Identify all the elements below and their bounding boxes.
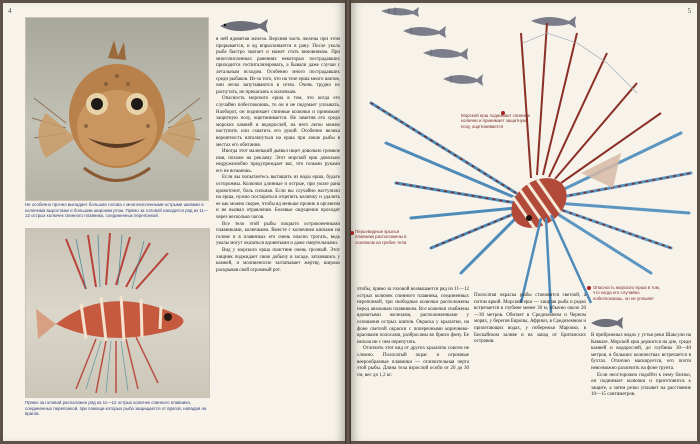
lionfish-illustration	[351, 3, 697, 323]
right-text-column-1	[357, 287, 469, 379]
dorsal-annotation: Морской ерш поднимает спинные колючки и принимает защитную позу, ощетинивается	[461, 113, 531, 129]
right-col3-paragraph-2: Если неосторожно подойти к нему близко, он поднимает колючки и приготовится к защите, а затем резко уплывет на расстояние 10—15 сантиметров.	[591, 372, 691, 398]
tail-marker-dot	[587, 286, 591, 290]
left-text-column	[216, 37, 340, 274]
left-page-number: 4	[8, 7, 12, 15]
scorpionfish-photo	[25, 17, 209, 201]
left-paragraph-3: Иногда этот маленький дьявол ищет довольно громкое имя, похоже на рекламу. Этот морской ерш довольно недружелюбно предупреждает вас, что голыми руками его не возьмешь.	[216, 149, 340, 174]
bottom-photo-caption: Прямо за головой расположен ряд из 11—12 острых колючек спинного плавника, соединенных перепонкой, при помощи которых рыба защищается от врагов, нападая на врагов.	[25, 400, 207, 417]
right-text-column-2	[474, 293, 586, 346]
right-col2-paragraph-1: Полосатая окраска рыбы становится светлой, а потом яркой. Морской ерш — хищная рыба и редко встречается в глубине менее 30 м, обычно около 20—30 метров. Обитает в Средиземном и Черном морях, у берегов Европы, Африки, в Средиземном и прилегающих водах, у побережья Марокко, в Бискайском заливе и на запад от Британских островов.	[474, 293, 586, 345]
right-col1-paragraph-2: Отличить этот вид от других крылаток совсем не сложно. Полосатый окрас и огромные веерообразные плавники — отличительная черта этой рыбы. Длина тела взрослой особи от 20 до 30 см, вес до 1,2 кг.	[357, 346, 469, 378]
left-paragraph-6: Вид у морского ерша поистине очень грозный. Этот хищник поджидает свою добычу в засаде, затаившись у камней, и молниеносно заглатывает жертву, широко раскрывая свой огромный рот.	[216, 248, 340, 273]
top-photo-caption: Не особенно прочно выпадает большая голова с многочисленными острыми шипами и колючими выростами и большим широким ртом. Прямо за головой находится ряд из 11—12 острых колючек спинного плавника, соединенных перепонкой.	[25, 202, 209, 219]
right-page	[351, 3, 697, 441]
right-col1-paragraph-1: чтобы, прямо за головой возвышается ряд из 11—12 острых колючек спинного плавника, соединенных перепонкой, три свободные колючки расположены перед анальным плавником. Все колючки снабжены ядовитыми железами, расположенными у основания острых шипов. Окраска у крылатки, на фоне светлой окраски с поперечными коричнево-красными полосами, разбросаны во брюхо фону. Ее нельзя ни с чем перепутать.	[357, 287, 469, 345]
right-text-column-3	[591, 333, 691, 399]
small-fish-illustration	[216, 15, 270, 37]
lionfish-photo-left	[25, 228, 210, 398]
left-paragraph-5: Все тело этой рыбы покрыто остроконечными плавниками, колючками. Вместе с колючими шипами на голове и в плавниках его очень опасно трогать, ведь уколы могут оказаться ядовитыми и даже смертельными.	[216, 221, 340, 247]
left-paragraph-4: Если вы попытаетесь вытащить из воды ерша, будьте осторожны. Колючки длинные и острые, при уколе рана кровоточит, боль сильная. Если вы случайно наступили на ерша, нужно постараться отцепить колючку и удалить ее как можно скорее, чтобы яд меньше проник в организм и не вызвал отравления. Болевые ощущения проходят через несколько часов.	[216, 175, 340, 221]
tail-annotation: Опасность морского ерша в том, что когда его случайно побеспокоишь, он не уплывет	[593, 285, 660, 301]
left-page	[3, 3, 345, 441]
right-page-number: 5	[687, 7, 691, 15]
left-paragraph-2: Опасность морского ерша в том, что когда его случайно побеспокоишь, то он и не подумает уплывать. Наоборот, он поднимает спинные колючки и принимает защитную позу, ощетинивается. Не заметив его среди морских камней и водорослей, на него легко можно наступить или схватить его рукой. Особенно велика вероятность натолкнуться на ерша при ловле рыбы в местах его обитания.	[216, 96, 340, 148]
small-fish-bottom	[589, 315, 625, 331]
left-paragraph-1: в ней ядовитая железа. Верхняя часть железы при этом прорывается, и яд впрыскивается в рану. После укола рыба быстро хватает и может стать виновником. При многочисленных ранениях некоторых пострадавших приходится госпитализировать, а бывали даже случаи с летальным исходом. Особенно много пострадавших среди рыбаков. Из-за того, что на теле ерша много шипов, они легко запутываются в сетях. Очень трудно их распутать, не прикасаясь к колючкам.	[216, 37, 341, 95]
pectoral-annotation: Перьевидные крылья плавники расположены в основном на гребне тела	[355, 229, 407, 245]
right-col3-paragraph-1: В прибрежных водах у устья реки Шаксули на Кавказе. Морской ерш держится на дне, среди камней и водорослей, до глубины 30—40 метров, в больших количествах встречается в бухтах. Отлично маскируется, его почти невозможно различить на фоне грунта.	[591, 333, 691, 371]
